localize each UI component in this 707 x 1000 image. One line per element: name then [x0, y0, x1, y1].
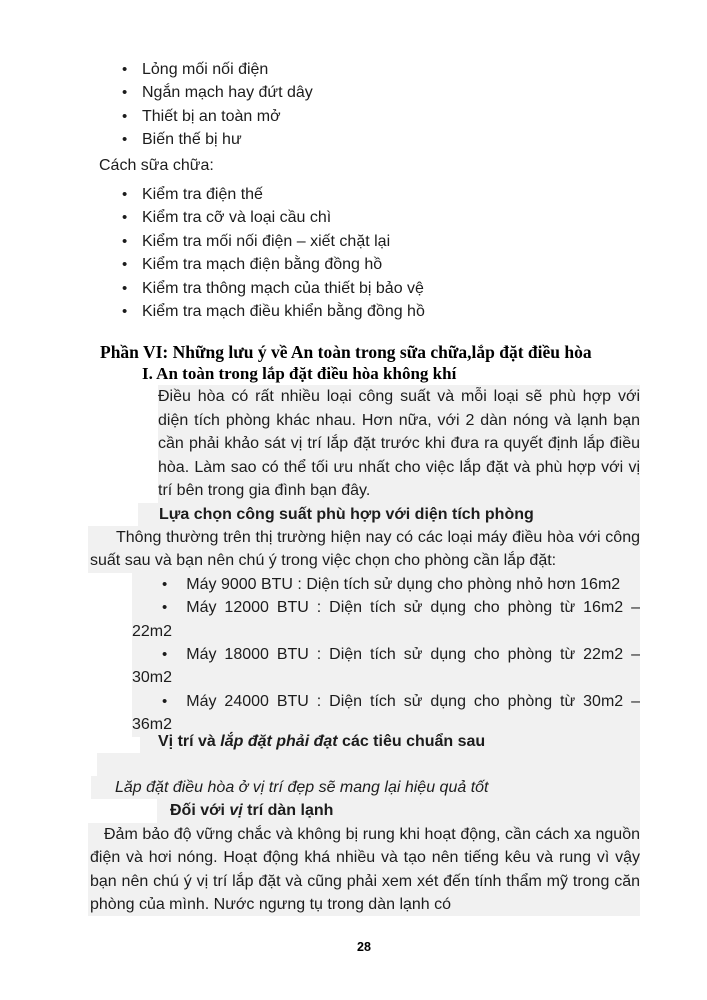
safety-paragraph: Đảm bảo độ vững chắc và không bị rung khi hoạt động, cần cách xa nguồn điện và hơi nóng. Hoạt động khá nhiều và tạo nên tiếng kêu và rung vì vậy bạn nên chú ý vị trí lắp đặt và cũng phải xem xét đến tính thẩm mỹ trong căn phòng của mình. Nước ngưng tụ trong dàn lạnh có — [88, 823, 640, 917]
list-item-text: Biến thế bị hư — [142, 131, 242, 149]
list-item-text: Kiểm tra điện thế — [142, 186, 263, 204]
btu-list-item — [132, 596, 640, 643]
position-heading-italic: lắp đặt phải đạt — [220, 732, 338, 750]
list-item-text: Kiểm tra mạch điện bằng đồng hồ — [142, 256, 383, 274]
highlight-spacer — [97, 753, 640, 776]
list-item — [88, 253, 640, 276]
bullet-icon: • — [122, 131, 128, 149]
section-heading: Phần VI: Những lưu ý về An toàn trong sữa chữa,lắp đặt điều hòa — [100, 342, 592, 363]
bullet-icon: • — [122, 303, 128, 321]
capacity-heading: Lựa chọn công suất phù hợp với diện tích phòng — [138, 503, 640, 526]
list-item — [88, 277, 640, 300]
position-heading-post: các tiêu chuẩn sau — [337, 732, 486, 750]
list-item-text: Kiểm tra mạch điều khiển bằng đồng hồ — [142, 303, 425, 321]
caption-line: Lăp đặt điều hòa ở vị trí đẹp sẽ mang lại hiệu quả tốt — [91, 776, 640, 799]
page-number: 28 — [357, 940, 371, 954]
list-item-text: Kiểm tra thông mạch của thiết bị bảo vệ — [142, 279, 424, 297]
list-item — [88, 128, 640, 151]
intro-paragraph: Điều hòa có rất nhiều loại công suất và mỗi loại sẽ phù hợp với diện tích phòng khác nhau. Hơn nữa, với 2 dàn nóng và lạnh bạn cần phải khảo sát vị trí lắp đặt trước khi đưa ra quyết định lắp điều hòa. Làm sao có thể tối ưu nhất cho việc lắp đặt và phù hợp với vị trí bên trong gia đình bạn đây. — [158, 385, 640, 502]
list-item — [88, 206, 640, 229]
bullet-icon: • — [122, 279, 128, 297]
btu-list-item — [132, 643, 640, 690]
bullet-icon: • — [162, 645, 168, 663]
btu-item-text: Máy 24000 BTU : Diện tích sử dụng cho phòng từ 30m2 – 36m2 — [132, 692, 640, 734]
list-item — [88, 58, 640, 81]
list-item — [88, 105, 640, 128]
list-item-text: Ngắn mạch hay đứt dây — [142, 84, 313, 102]
bullet-icon: • — [162, 575, 168, 593]
list-item-text: Kiểm tra mối nối điện – xiết chặt lại — [142, 232, 391, 250]
bullet-icon: • — [122, 232, 128, 250]
position-heading-pre: Vị trí và — [158, 732, 221, 750]
list-item — [88, 183, 640, 206]
btu-item-text: Máy 9000 BTU : Diện tích sử dụng cho phòng nhỏ hơn 16m2 — [186, 575, 621, 593]
list-item-text: Lỏng mối nối điện — [142, 61, 269, 78]
capacity-paragraph: Thông thường trên thị trường hiện nay có các loại máy điều hòa với công suất sau và bạn nên chú ý trong việc chọn cho phòng cần lắp đặt: — [88, 526, 640, 573]
bullet-icon: • — [122, 256, 128, 274]
btu-item-text: Máy 18000 BTU : Diện tích sử dụng cho phòng từ 22m2 – 30m2 — [132, 645, 640, 687]
bullet-icon: • — [122, 107, 128, 125]
btu-list-item — [132, 573, 640, 596]
bullet-icon: • — [122, 84, 128, 102]
subsection-heading: I. An toàn trong lắp đặt điều hòa không khí — [142, 364, 457, 384]
bullet-icon: • — [122, 186, 128, 204]
bullet-icon: • — [122, 209, 128, 227]
list-item — [88, 300, 640, 323]
list-item-text: Kiểm tra cỡ và loại cầu chì — [142, 209, 332, 227]
position-heading — [140, 730, 640, 753]
page-content — [88, 58, 640, 916]
bullet-icon: • — [162, 599, 168, 617]
cold-heading-pre: Đối với — [170, 802, 230, 820]
list-item-text: Thiết bị an toàn mở — [142, 107, 281, 125]
btu-item-text: Máy 12000 BTU : Diện tích sử dụng cho phòng từ 16m2 – 22m2 — [132, 599, 640, 640]
cold-heading-post: trí dàn lạnh — [242, 802, 334, 820]
cold-heading-italic: vị — [229, 802, 243, 820]
bullet-icon: • — [162, 692, 168, 710]
bullet-icon: • — [122, 61, 128, 78]
repair-intro: Cách sữa chữa: — [99, 156, 214, 174]
repair-list — [88, 183, 640, 323]
list-item — [88, 81, 640, 104]
cold-unit-heading — [157, 799, 640, 822]
list-item — [88, 230, 640, 253]
